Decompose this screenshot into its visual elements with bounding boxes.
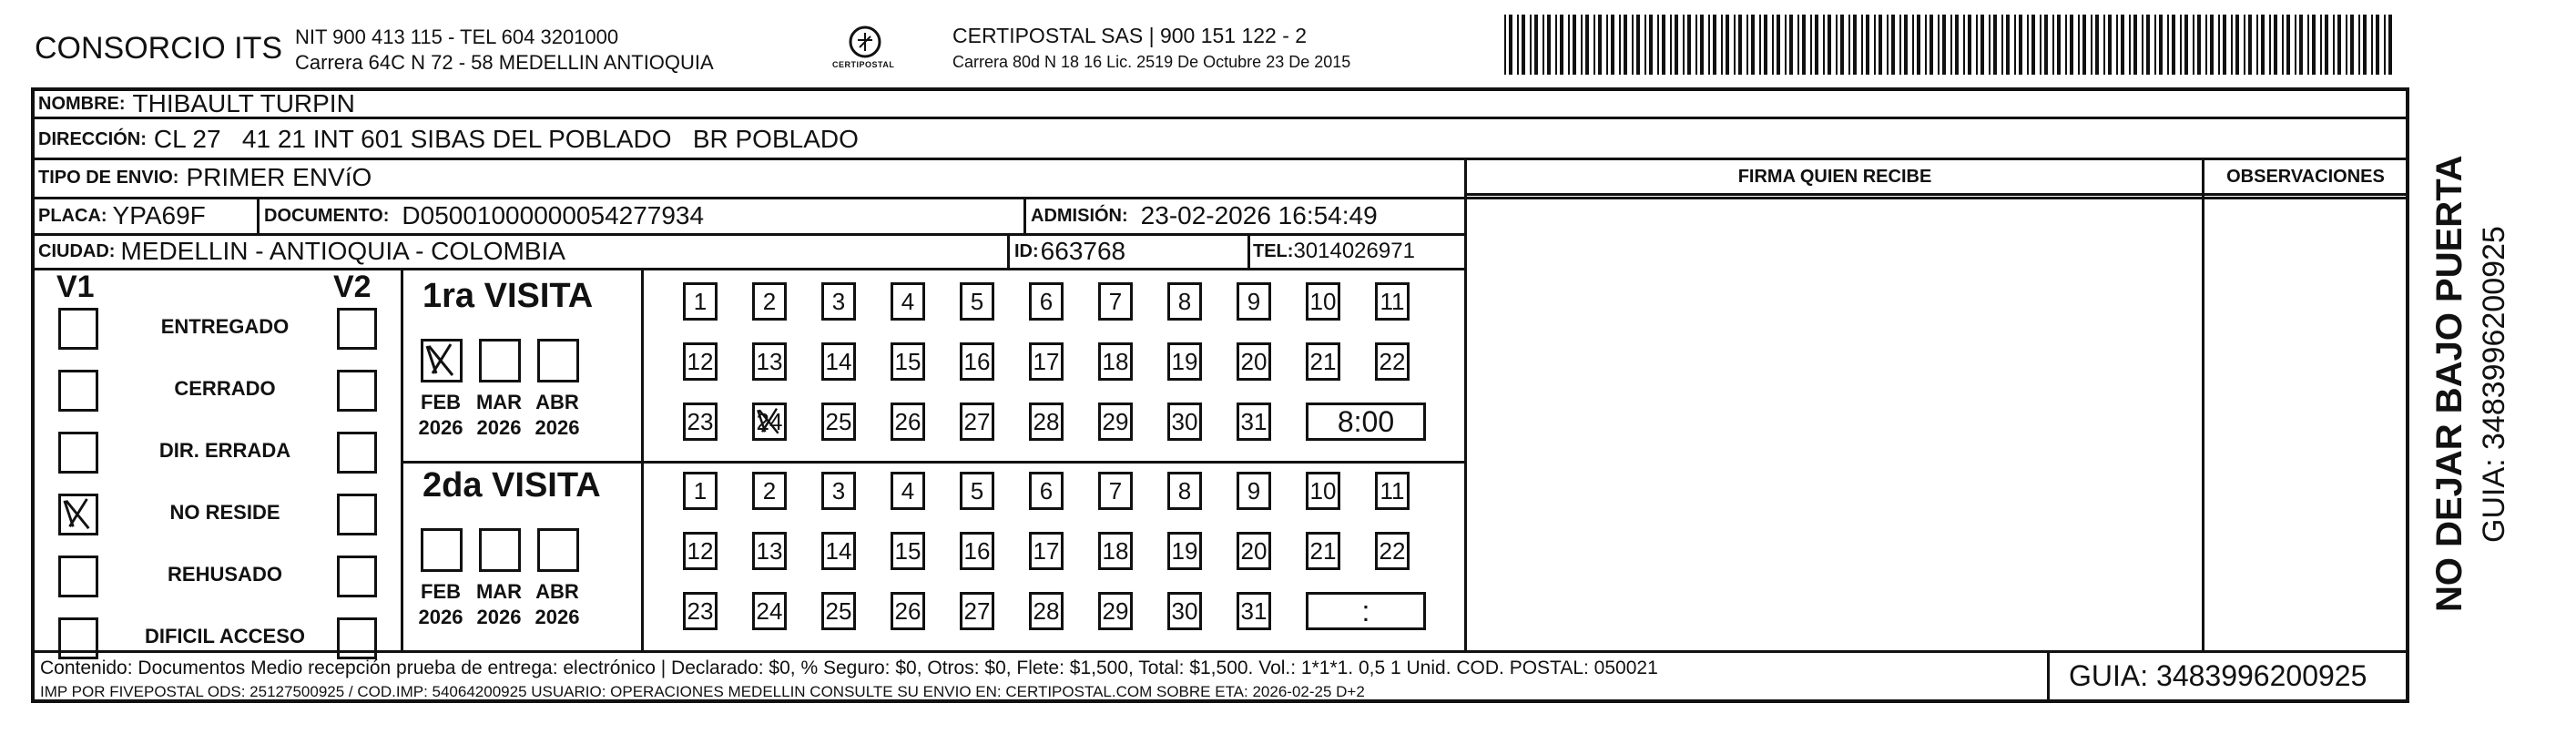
day-box[interactable]: 14 — [821, 342, 856, 381]
day-box[interactable]: 30 — [1167, 592, 1202, 630]
v2-checkbox[interactable] — [337, 494, 377, 535]
barcode-bar — [2172, 15, 2175, 75]
barcode-bar — [2320, 15, 2322, 75]
admision-label: ADMISIÓN: — [1031, 205, 1128, 226]
barcode-bar — [1866, 15, 1869, 75]
barcode-bar — [1504, 15, 1506, 75]
day-box[interactable]: 29 — [1098, 592, 1133, 630]
barcode-bar — [1624, 15, 1627, 75]
barcode-bar — [2299, 15, 2303, 75]
barcode-bar — [1670, 15, 1672, 75]
day-box[interactable]: 27 — [960, 592, 994, 630]
nombre-value: THIBAULT TURPIN — [132, 90, 355, 117]
barcode-icon — [1504, 15, 2397, 75]
barcode-bar — [1560, 15, 1563, 75]
day-box[interactable]: 1 — [683, 282, 718, 321]
status-option-label: REHUSADO — [168, 563, 282, 586]
side-guia: GUIA: 3483996200925 — [2477, 226, 2511, 543]
barcode-bar — [2337, 15, 2341, 75]
barcode-bar — [1777, 15, 1780, 75]
month-year: 2026 — [535, 606, 580, 628]
tel-value: 3014026971 — [1293, 239, 1415, 263]
day-box[interactable]: 15 — [891, 342, 925, 381]
month-year: 2026 — [476, 606, 522, 628]
side-warning: NO DEJAR BAJO PUERTA — [2429, 155, 2469, 612]
day-box[interactable]: 9 — [1237, 472, 1271, 510]
barcode-bar — [2167, 15, 2169, 75]
day-box[interactable]: 12 — [683, 342, 718, 381]
day-box[interactable]: 19 — [1167, 342, 1202, 381]
barcode-bar — [2235, 15, 2239, 75]
barcode-bar — [2205, 15, 2207, 75]
direccion-value: CL 27 41 21 INT 601 SIBAS DEL POBLADO BR POBLADO — [153, 125, 859, 153]
barcode-bar — [2146, 15, 2150, 75]
day-box[interactable]: 3 — [821, 472, 856, 510]
barcode-bar — [1568, 15, 1570, 75]
month-checkbox[interactable] — [421, 528, 463, 572]
month-label: ABR — [535, 391, 579, 413]
v2-checkbox[interactable] — [337, 308, 377, 350]
barcode-bar — [1968, 15, 1971, 75]
placa-label: PLACA: — [38, 205, 107, 226]
day-box[interactable]: 4 — [891, 282, 925, 321]
barcode-bar — [1810, 15, 1812, 75]
month-checkbox[interactable] — [421, 339, 463, 382]
barcode-bar — [2108, 15, 2112, 75]
barcode-bar — [1713, 15, 1716, 75]
barcode-bar — [2376, 15, 2379, 75]
v2-header: V2 — [333, 270, 372, 304]
barcode-bar — [1530, 15, 1532, 75]
barcode-bar — [1721, 15, 1723, 75]
direccion-label: DIRECCIÓN: — [38, 128, 147, 149]
contenido-line: Contenido: Documentos Medio recepción prueba de entrega: electrónico | Declarado: $0, % Seguro: $0, Otros: $0, Flete: $1,500, Total: $1,500. Vol.: 1*1*1. 0,5 1 Unid. COD. POSTAL: 050021 — [40, 658, 1658, 678]
barcode-bar — [1657, 15, 1659, 75]
id-label: ID: — [1014, 240, 1039, 261]
barcode-bar — [1993, 15, 1997, 75]
barcode-bar — [2019, 15, 2022, 75]
barcode-bar — [2129, 15, 2131, 75]
barcode-bar — [1942, 15, 1946, 75]
barcode-bar — [1879, 15, 1882, 75]
barcode-bar — [2070, 15, 2073, 75]
month-year: 2026 — [418, 606, 463, 628]
barcode-bar — [1726, 15, 1729, 75]
v1-checkbox[interactable] — [58, 556, 98, 597]
barcode-bar — [1789, 15, 1793, 75]
barcode-bar — [1950, 15, 1952, 75]
check-mark-icon — [423, 342, 460, 380]
v1-checkbox[interactable] — [58, 617, 98, 659]
certipostal-logo — [829, 20, 901, 75]
day-box[interactable]: 7 — [1098, 282, 1133, 321]
day-box[interactable]: 2 — [752, 282, 787, 321]
day-box[interactable]: 24 — [752, 592, 787, 630]
barcode-bar — [1555, 15, 1557, 75]
day-box[interactable]: 23 — [683, 403, 718, 441]
barcode-bar — [1797, 15, 1799, 75]
day-box[interactable]: 18 — [1098, 532, 1133, 570]
id-cell — [1014, 235, 1125, 268]
barcode-bar — [2095, 15, 2099, 75]
barcode-bar — [2333, 15, 2335, 75]
barcode-bar — [2223, 15, 2226, 75]
tipo-row — [38, 160, 372, 195]
day-box[interactable]: 28 — [1029, 592, 1064, 630]
day-box[interactable]: 9 — [1237, 282, 1271, 321]
barcode-bar — [1917, 15, 1920, 75]
day-box[interactable]: 2 — [752, 472, 787, 510]
ciudad-cell — [38, 235, 565, 268]
barcode-bar — [2091, 15, 2092, 75]
nombre-label: NOMBRE: — [38, 93, 126, 114]
certipostal-address: Carrera 80d N 18 16 Lic. 2519 De Octubre 23 De 2015 — [952, 53, 1351, 71]
id-value: 663768 — [1040, 237, 1126, 265]
barcode-bar — [1904, 15, 1908, 75]
v1-checkbox[interactable] — [58, 432, 98, 474]
barcode-bar — [2256, 15, 2258, 75]
day-box[interactable]: 16 — [960, 342, 994, 381]
day-box[interactable]: 16 — [960, 532, 994, 570]
barcode-bar — [1861, 15, 1863, 75]
day-box[interactable]: 3 — [821, 282, 856, 321]
barcode-bar — [1734, 15, 1736, 75]
day-box[interactable]: 21 — [1306, 532, 1340, 570]
barcode-bar — [1980, 15, 1984, 75]
day-box[interactable]: 28 — [1029, 403, 1064, 441]
day-box[interactable]: 22 — [1375, 532, 1410, 570]
barcode — [1504, 15, 2397, 75]
barcode-bar — [2248, 15, 2252, 75]
barcode-bar — [1823, 15, 1825, 75]
barcode-bar — [2121, 15, 2124, 75]
documento-label: DOCUMENTO: — [264, 205, 390, 226]
company-name: CONSORCIO ITS — [35, 31, 283, 66]
barcode-bar — [2040, 15, 2041, 75]
day-box[interactable]: 10 — [1306, 282, 1340, 321]
barcode-bar — [2031, 15, 2035, 75]
barcode-bar — [2082, 15, 2086, 75]
month-label: MAR — [475, 391, 523, 413]
barcode-bar — [1547, 15, 1551, 75]
documento-cell — [264, 199, 704, 233]
v2-checkbox[interactable] — [337, 617, 377, 659]
day-box[interactable]: 1 — [683, 472, 718, 510]
barcode-bar — [2371, 15, 2373, 75]
barcode-bar — [2282, 15, 2284, 75]
barcode-bar — [1955, 15, 1959, 75]
v1-checkbox[interactable] — [58, 308, 98, 350]
placa-value: YPA69F — [112, 201, 206, 229]
admision-cell — [1031, 199, 1378, 233]
barcode-bar — [2312, 15, 2316, 75]
day-box[interactable]: 23 — [683, 592, 718, 630]
nit-line: NIT 900 413 115 - TEL 604 3201000 — [295, 25, 619, 48]
barcode-bar — [2286, 15, 2290, 75]
barcode-bar — [2001, 15, 2003, 75]
barcode-bar — [1573, 15, 1576, 75]
barcode-bar — [2133, 15, 2137, 75]
day-box[interactable]: 11 — [1375, 472, 1410, 510]
barcode-bar — [2078, 15, 2080, 75]
status-option-label: DIR. ERRADA — [158, 439, 291, 462]
barcode-bar — [2116, 15, 2118, 75]
status-option-label: DIFICIL ACCESO — [144, 625, 305, 647]
barcode-bar — [1517, 15, 1519, 75]
barcode-bar — [1636, 15, 1640, 75]
visit-time-box[interactable]: 8:00 — [1306, 403, 1426, 441]
v1-checkbox[interactable] — [58, 370, 98, 412]
barcode-bar — [1708, 15, 1710, 75]
barcode-bar — [1751, 15, 1755, 75]
barcode-bar — [2384, 15, 2386, 75]
ciudad-value: MEDELLIN - ANTIOQUIA - COLOMBIA — [120, 237, 565, 265]
barcode-bar — [2231, 15, 2233, 75]
barcode-bar — [1989, 15, 1991, 75]
day-box[interactable]: 18 — [1098, 342, 1133, 381]
day-box[interactable]: 20 — [1237, 342, 1271, 381]
barcode-bar — [2363, 15, 2367, 75]
status-option-label: NO RESIDE — [169, 501, 280, 524]
barcode-bar — [2325, 15, 2328, 75]
barcode-bar — [1772, 15, 1774, 75]
day-box[interactable]: 6 — [1029, 472, 1064, 510]
month-label: MAR — [475, 580, 523, 603]
barcode-bar — [1534, 15, 1538, 75]
certipostal-line: CERTIPOSTAL SAS | 900 151 122 - 2 — [952, 24, 1308, 47]
barcode-bar — [1649, 15, 1653, 75]
barcode-bar — [1593, 15, 1595, 75]
month-year: 2026 — [476, 416, 522, 439]
month-checkbox[interactable] — [479, 528, 521, 572]
month-checkbox[interactable] — [537, 528, 579, 572]
day-box[interactable]: 8 — [1167, 472, 1202, 510]
barcode-bar — [1700, 15, 1704, 75]
tipo-label: TIPO DE ENVIO: — [38, 167, 179, 188]
month-checkbox[interactable] — [479, 339, 521, 382]
day-box[interactable]: 20 — [1237, 532, 1271, 570]
barcode-bar — [1785, 15, 1787, 75]
barcode-bar — [1759, 15, 1761, 75]
day-box[interactable]: 26 — [891, 403, 925, 441]
day-box[interactable]: 31 — [1237, 592, 1271, 630]
ciudad-label: CIUDAD: — [38, 240, 116, 261]
day-box[interactable]: 27 — [960, 403, 994, 441]
day-box[interactable]: 4 — [891, 472, 925, 510]
barcode-bar — [1687, 15, 1691, 75]
status-option-label: ENTREGADO — [160, 315, 290, 338]
barcode-bar — [2184, 15, 2188, 75]
barcode-bar — [1644, 15, 1646, 75]
barcode-bar — [1632, 15, 1634, 75]
month-label: FEB — [421, 580, 461, 603]
barcode-bar — [1619, 15, 1621, 75]
barcode-bar — [2307, 15, 2309, 75]
company-address: Carrera 64C N 72 - 58 MEDELLIN ANTIOQUIA — [295, 51, 714, 74]
barcode-bar — [1899, 15, 1901, 75]
barcode-bar — [1925, 15, 1927, 75]
barcode-bar — [2027, 15, 2029, 75]
day-box[interactable]: 14 — [821, 532, 856, 570]
barcode-bar — [1828, 15, 1831, 75]
day-box[interactable]: 7 — [1098, 472, 1133, 510]
barcode-bar — [2269, 15, 2271, 75]
day-box[interactable]: 19 — [1167, 532, 1202, 570]
day-box[interactable]: 10 — [1306, 472, 1340, 510]
firma-header: FIRMA QUIEN RECIBE — [1737, 166, 1932, 187]
v2-checkbox[interactable] — [337, 370, 377, 412]
check-mark-icon — [755, 405, 784, 438]
barcode-bar — [2180, 15, 2182, 75]
barcode-bar — [1836, 15, 1838, 75]
placa-cell — [38, 199, 206, 233]
day-box[interactable]: 24 — [752, 403, 787, 441]
month-year: 2026 — [418, 416, 463, 439]
day-box[interactable]: 17 — [1029, 532, 1064, 570]
v2-checkbox[interactable] — [337, 556, 377, 597]
barcode-bar — [2057, 15, 2061, 75]
certipostal-logo-text: CERTIPOSTAL — [832, 60, 895, 69]
barcode-bar — [2244, 15, 2245, 75]
barcode-bar — [2197, 15, 2201, 75]
barcode-bar — [2210, 15, 2214, 75]
v2-checkbox[interactable] — [337, 432, 377, 474]
barcode-bar — [1606, 15, 1608, 75]
barcode-bar — [2159, 15, 2163, 75]
barcode-bar — [2193, 15, 2194, 75]
barcode-bar — [1738, 15, 1742, 75]
day-box[interactable]: 29 — [1098, 403, 1133, 441]
observaciones-header: OBSERVACIONES — [2226, 166, 2385, 187]
barcode-bar — [1585, 15, 1589, 75]
day-box[interactable]: 12 — [683, 532, 718, 570]
barcode-bar — [2065, 15, 2067, 75]
footer-guia: GUIA: 3483996200925 — [2069, 659, 2367, 692]
month-year: 2026 — [535, 416, 580, 439]
barcode-bar — [1509, 15, 1512, 75]
barcode-bar — [1802, 15, 1806, 75]
barcode-bar — [1891, 15, 1895, 75]
barcode-bar — [1887, 15, 1889, 75]
day-box[interactable]: 13 — [752, 532, 787, 570]
barcode-bar — [1848, 15, 1850, 75]
barcode-bar — [2346, 15, 2347, 75]
tel-cell — [1253, 235, 1415, 268]
barcode-bar — [1840, 15, 1844, 75]
barcode-bar — [1675, 15, 1678, 75]
day-box[interactable]: 21 — [1306, 342, 1340, 381]
day-box[interactable]: 8 — [1167, 282, 1202, 321]
barcode-bar — [2358, 15, 2360, 75]
barcode-bar — [2014, 15, 2016, 75]
direccion-row — [38, 123, 859, 156]
barcode-bar — [1912, 15, 1914, 75]
v1-header: V1 — [56, 270, 95, 304]
day-box[interactable]: 22 — [1375, 342, 1410, 381]
barcode-bar — [1874, 15, 1876, 75]
day-box[interactable]: 13 — [752, 342, 787, 381]
barcode-bar — [2052, 15, 2054, 75]
month-label: ABR — [535, 580, 579, 603]
barcode-bar — [1683, 15, 1685, 75]
barcode-bar — [1764, 15, 1767, 75]
documento-value: D05001000000054277934 — [402, 201, 705, 229]
day-box[interactable]: 5 — [960, 472, 994, 510]
day-box[interactable]: 25 — [821, 592, 856, 630]
barcode-bar — [2350, 15, 2354, 75]
barcode-bar — [1976, 15, 1978, 75]
day-box[interactable]: 6 — [1029, 282, 1064, 321]
barcode-bar — [1853, 15, 1857, 75]
nombre-row — [38, 90, 355, 117]
day-box[interactable]: 31 — [1237, 403, 1271, 441]
visit-1-title: 1ra VISITA — [423, 277, 594, 315]
day-box[interactable]: 30 — [1167, 403, 1202, 441]
barcode-bar — [1581, 15, 1583, 75]
barcode-bar — [1963, 15, 1965, 75]
day-box[interactable]: 17 — [1029, 342, 1064, 381]
barcode-bar — [2154, 15, 2156, 75]
barcode-bar — [1522, 15, 1525, 75]
status-option-label: CERRADO — [174, 377, 276, 400]
visit-time-box[interactable]: : — [1306, 592, 1426, 630]
barcode-bar — [2006, 15, 2010, 75]
barcode-bar — [1662, 15, 1665, 75]
check-mark-icon — [61, 496, 96, 533]
day-box[interactable]: 15 — [891, 532, 925, 570]
barcode-bar — [2388, 15, 2392, 75]
admision-value: 23-02-2026 16:54:49 — [1140, 201, 1378, 229]
barcode-bar — [2274, 15, 2277, 75]
barcode-bar — [1815, 15, 1818, 75]
barcode-bar — [1938, 15, 1940, 75]
tel-label: TEL: — [1253, 240, 1294, 261]
barcode-bar — [2218, 15, 2220, 75]
barcode-bar — [1598, 15, 1602, 75]
month-label: FEB — [421, 391, 461, 413]
barcode-bar — [2044, 15, 2048, 75]
day-box[interactable]: 25 — [821, 403, 856, 441]
barcode-bar — [2142, 15, 2143, 75]
barcode-bar — [2261, 15, 2265, 75]
month-checkbox[interactable] — [537, 339, 579, 382]
day-box[interactable]: 11 — [1375, 282, 1410, 321]
day-box[interactable]: 26 — [891, 592, 925, 630]
imp-line: IMP POR FIVEPOSTAL ODS: 25127500925 / COD.IMP: 54064200925 USUARIO: OPERACIONES MEDELLIN CONSULTE SU ENVIO EN: CERTIPOSTAL.COM SOBRE ETA: 2026-02-25 D+2 — [40, 683, 1365, 700]
barcode-bar — [1611, 15, 1614, 75]
barcode-bar — [1695, 15, 1697, 75]
barcode-bar — [2295, 15, 2296, 75]
visit-2-title: 2da VISITA — [423, 466, 601, 505]
tipo-value: PRIMER ENVíO — [186, 163, 372, 191]
day-box[interactable]: 5 — [960, 282, 994, 321]
barcode-bar — [1929, 15, 1933, 75]
barcode-bar — [1543, 15, 1544, 75]
v1-checkbox[interactable] — [58, 494, 98, 535]
barcode-bar — [1746, 15, 1748, 75]
barcode-bar — [2103, 15, 2105, 75]
